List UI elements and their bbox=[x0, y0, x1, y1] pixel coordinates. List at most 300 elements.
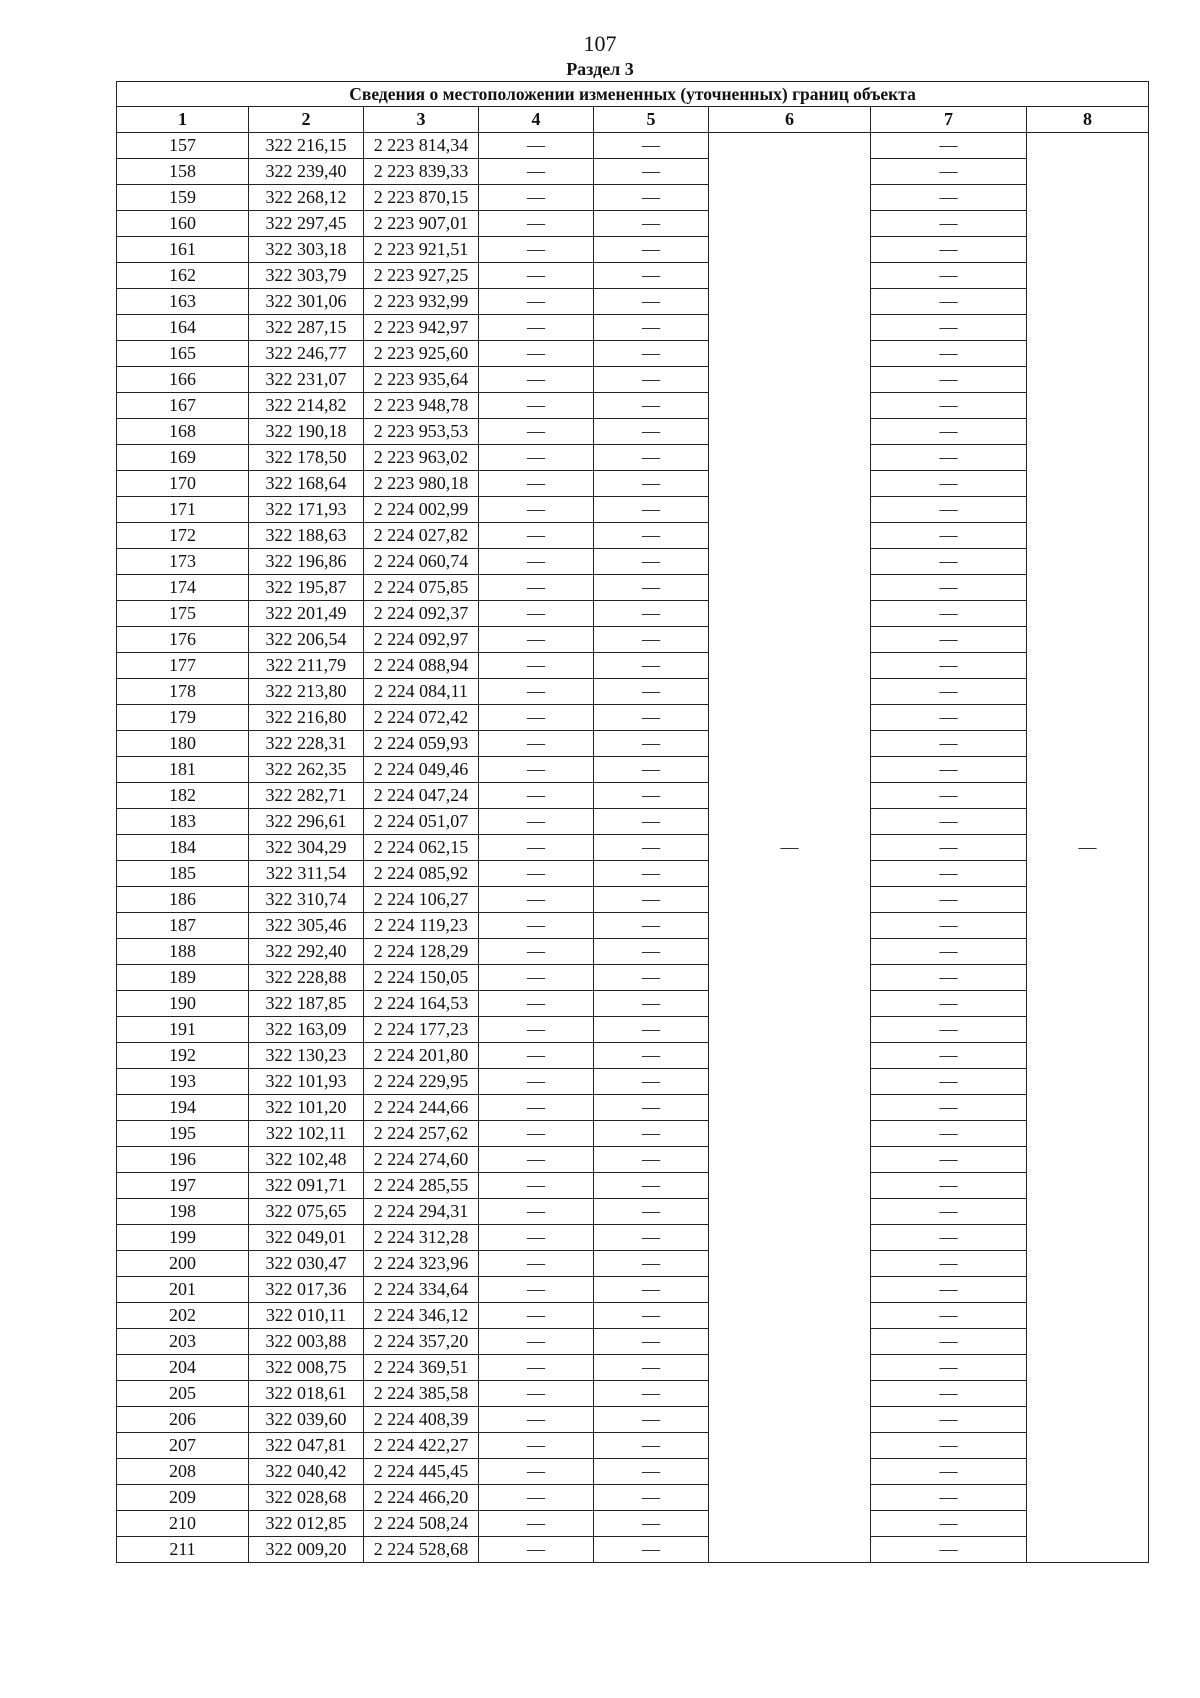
point-number: 173 bbox=[117, 549, 249, 575]
col5-dash: — bbox=[594, 419, 709, 445]
col7-dash: — bbox=[871, 445, 1027, 471]
table-row bbox=[117, 1121, 1149, 1147]
col4-dash: — bbox=[479, 1225, 594, 1251]
coordinate-x: 322 049,01 bbox=[249, 1225, 364, 1251]
col5-dash: — bbox=[594, 991, 709, 1017]
coordinate-y: 2 224 106,27 bbox=[364, 887, 479, 913]
coordinate-x: 322 009,20 bbox=[249, 1537, 364, 1563]
point-number: 209 bbox=[117, 1485, 249, 1511]
table-row bbox=[117, 1147, 1149, 1173]
table-row bbox=[117, 549, 1149, 575]
point-number: 159 bbox=[117, 185, 249, 211]
col7-dash: — bbox=[871, 1173, 1027, 1199]
point-number: 201 bbox=[117, 1277, 249, 1303]
point-number: 169 bbox=[117, 445, 249, 471]
coordinate-y: 2 223 932,99 bbox=[364, 289, 479, 315]
coordinate-x: 322 003,88 bbox=[249, 1329, 364, 1355]
point-number: 206 bbox=[117, 1407, 249, 1433]
col4-dash: — bbox=[479, 1381, 594, 1407]
coordinate-x: 322 262,35 bbox=[249, 757, 364, 783]
col7-dash: — bbox=[871, 1147, 1027, 1173]
col4-dash: — bbox=[479, 523, 594, 549]
coordinate-x: 322 102,48 bbox=[249, 1147, 364, 1173]
table-row bbox=[117, 1069, 1149, 1095]
col7-dash: — bbox=[871, 159, 1027, 185]
col7-dash: — bbox=[871, 1433, 1027, 1459]
col4-dash: — bbox=[479, 1069, 594, 1095]
coordinate-x: 322 178,50 bbox=[249, 445, 364, 471]
col4-dash: — bbox=[479, 1407, 594, 1433]
point-number: 183 bbox=[117, 809, 249, 835]
col4-dash: — bbox=[479, 1329, 594, 1355]
coordinate-x: 322 012,85 bbox=[249, 1511, 364, 1537]
coordinate-y: 2 224 049,46 bbox=[364, 757, 479, 783]
point-number: 186 bbox=[117, 887, 249, 913]
column-number: 4 bbox=[479, 107, 594, 133]
coordinate-x: 322 101,20 bbox=[249, 1095, 364, 1121]
point-number: 197 bbox=[117, 1173, 249, 1199]
col4-dash: — bbox=[479, 1537, 594, 1563]
col4-dash: — bbox=[479, 211, 594, 237]
col7-dash: — bbox=[871, 237, 1027, 263]
table-row bbox=[117, 1329, 1149, 1355]
table-row bbox=[117, 1433, 1149, 1459]
col4-dash: — bbox=[479, 185, 594, 211]
table-row bbox=[117, 289, 1149, 315]
coordinate-x: 322 047,81 bbox=[249, 1433, 364, 1459]
table-row bbox=[117, 1407, 1149, 1433]
col5-dash: — bbox=[594, 1511, 709, 1537]
col4-dash: — bbox=[479, 939, 594, 965]
coordinate-x: 322 305,46 bbox=[249, 913, 364, 939]
col5-dash: — bbox=[594, 913, 709, 939]
point-number: 176 bbox=[117, 627, 249, 653]
col4-dash: — bbox=[479, 1511, 594, 1537]
coordinate-y: 2 224 177,23 bbox=[364, 1017, 479, 1043]
col5-dash: — bbox=[594, 1485, 709, 1511]
coordinate-y: 2 224 047,24 bbox=[364, 783, 479, 809]
point-number: 182 bbox=[117, 783, 249, 809]
coordinate-y: 2 224 092,37 bbox=[364, 601, 479, 627]
col7-dash: — bbox=[871, 601, 1027, 627]
col4-dash: — bbox=[479, 1017, 594, 1043]
col4-dash: — bbox=[479, 1147, 594, 1173]
col7-dash: — bbox=[871, 549, 1027, 575]
col5-dash: — bbox=[594, 1251, 709, 1277]
coordinate-x: 322 040,42 bbox=[249, 1459, 364, 1485]
col7-dash: — bbox=[871, 1043, 1027, 1069]
col7-dash: — bbox=[871, 367, 1027, 393]
point-number: 184 bbox=[117, 835, 249, 861]
point-number: 174 bbox=[117, 575, 249, 601]
coordinate-x: 322 163,09 bbox=[249, 1017, 364, 1043]
point-number: 202 bbox=[117, 1303, 249, 1329]
coordinate-y: 2 223 953,53 bbox=[364, 419, 479, 445]
table-row bbox=[117, 367, 1149, 393]
coordinate-x: 322 228,88 bbox=[249, 965, 364, 991]
col7-dash: — bbox=[871, 1277, 1027, 1303]
col4-dash: — bbox=[479, 731, 594, 757]
table-row bbox=[117, 965, 1149, 991]
coordinate-y: 2 224 346,12 bbox=[364, 1303, 479, 1329]
col4-dash: — bbox=[479, 549, 594, 575]
coordinate-x: 322 239,40 bbox=[249, 159, 364, 185]
col7-dash: — bbox=[871, 1225, 1027, 1251]
coordinate-x: 322 091,71 bbox=[249, 1173, 364, 1199]
coordinate-x: 322 216,80 bbox=[249, 705, 364, 731]
point-number: 172 bbox=[117, 523, 249, 549]
table-row bbox=[117, 1225, 1149, 1251]
point-number: 165 bbox=[117, 341, 249, 367]
table-row bbox=[117, 991, 1149, 1017]
col5-dash: — bbox=[594, 315, 709, 341]
coordinate-y: 2 223 942,97 bbox=[364, 315, 479, 341]
col5-dash: — bbox=[594, 159, 709, 185]
coordinate-x: 322 228,31 bbox=[249, 731, 364, 757]
col4-dash: — bbox=[479, 783, 594, 809]
col4-dash: — bbox=[479, 133, 594, 159]
column-number: 1 bbox=[117, 107, 249, 133]
col7-dash: — bbox=[871, 497, 1027, 523]
col7-dash: — bbox=[871, 393, 1027, 419]
table-row bbox=[117, 159, 1149, 185]
col4-dash: — bbox=[479, 367, 594, 393]
coordinate-y: 2 224 357,20 bbox=[364, 1329, 479, 1355]
col4-dash: — bbox=[479, 679, 594, 705]
coordinate-y: 2 224 323,96 bbox=[364, 1251, 479, 1277]
table-row bbox=[117, 1043, 1149, 1069]
coordinate-x: 322 190,18 bbox=[249, 419, 364, 445]
table-row bbox=[117, 1381, 1149, 1407]
table-row bbox=[117, 1355, 1149, 1381]
col7-dash: — bbox=[871, 1095, 1027, 1121]
coordinate-x: 322 282,71 bbox=[249, 783, 364, 809]
col4-dash: — bbox=[479, 1355, 594, 1381]
point-number: 170 bbox=[117, 471, 249, 497]
col7-dash: — bbox=[871, 939, 1027, 965]
coordinate-y: 2 223 814,34 bbox=[364, 133, 479, 159]
column-number: 7 bbox=[871, 107, 1027, 133]
table-row bbox=[117, 705, 1149, 731]
table-row bbox=[117, 1459, 1149, 1485]
point-number: 162 bbox=[117, 263, 249, 289]
col4-dash: — bbox=[479, 419, 594, 445]
table-row bbox=[117, 913, 1149, 939]
column-number: 5 bbox=[594, 107, 709, 133]
point-number: 181 bbox=[117, 757, 249, 783]
col5-dash: — bbox=[594, 887, 709, 913]
coordinate-y: 2 224 285,55 bbox=[364, 1173, 479, 1199]
col5-dash: — bbox=[594, 939, 709, 965]
col7-dash: — bbox=[871, 1017, 1027, 1043]
coordinate-x: 322 102,11 bbox=[249, 1121, 364, 1147]
col4-dash: — bbox=[479, 237, 594, 263]
coordinate-x: 322 301,06 bbox=[249, 289, 364, 315]
col7-dash: — bbox=[871, 705, 1027, 731]
table-row bbox=[117, 861, 1149, 887]
col4-dash: — bbox=[479, 1173, 594, 1199]
coordinate-y: 2 224 508,24 bbox=[364, 1511, 479, 1537]
coordinate-y: 2 224 002,99 bbox=[364, 497, 479, 523]
col5-dash: — bbox=[594, 289, 709, 315]
col4-dash: — bbox=[479, 991, 594, 1017]
table-row bbox=[117, 133, 1149, 159]
point-number: 210 bbox=[117, 1511, 249, 1537]
coordinate-x: 322 030,47 bbox=[249, 1251, 364, 1277]
coordinate-x: 322 130,23 bbox=[249, 1043, 364, 1069]
point-number: 175 bbox=[117, 601, 249, 627]
coordinate-y: 2 223 925,60 bbox=[364, 341, 479, 367]
col7-dash: — bbox=[871, 419, 1027, 445]
table-row bbox=[117, 211, 1149, 237]
coordinate-y: 2 224 072,42 bbox=[364, 705, 479, 731]
coordinate-x: 322 018,61 bbox=[249, 1381, 364, 1407]
col5-dash: — bbox=[594, 1043, 709, 1069]
col7-dash: — bbox=[871, 1407, 1027, 1433]
col7-dash: — bbox=[871, 627, 1027, 653]
col4-dash: — bbox=[479, 757, 594, 783]
col4-dash: — bbox=[479, 1043, 594, 1069]
table-row bbox=[117, 1173, 1149, 1199]
coordinate-x: 322 304,29 bbox=[249, 835, 364, 861]
coordinate-y: 2 224 075,85 bbox=[364, 575, 479, 601]
point-number: 158 bbox=[117, 159, 249, 185]
point-number: 193 bbox=[117, 1069, 249, 1095]
table-body bbox=[117, 133, 1149, 1563]
coordinate-y: 2 224 092,97 bbox=[364, 627, 479, 653]
coordinate-x: 322 216,15 bbox=[249, 133, 364, 159]
col4-dash: — bbox=[479, 835, 594, 861]
point-number: 204 bbox=[117, 1355, 249, 1381]
point-number: 200 bbox=[117, 1251, 249, 1277]
col7-dash: — bbox=[871, 263, 1027, 289]
coordinate-y: 2 224 201,80 bbox=[364, 1043, 479, 1069]
col7-dash: — bbox=[871, 1459, 1027, 1485]
table-caption: Сведения о местоположении измененных (уточненных) границ объекта bbox=[117, 82, 1149, 107]
column-number: 6 bbox=[709, 107, 871, 133]
table-row bbox=[117, 1277, 1149, 1303]
table-row bbox=[117, 939, 1149, 965]
point-number: 187 bbox=[117, 913, 249, 939]
coordinate-y: 2 224 422,27 bbox=[364, 1433, 479, 1459]
col4-dash: — bbox=[479, 1277, 594, 1303]
col7-dash: — bbox=[871, 1355, 1027, 1381]
table-row bbox=[117, 237, 1149, 263]
col5-dash: — bbox=[594, 237, 709, 263]
col5-dash: — bbox=[594, 1017, 709, 1043]
col7-dash: — bbox=[871, 835, 1027, 861]
col5-dash: — bbox=[594, 367, 709, 393]
point-number: 192 bbox=[117, 1043, 249, 1069]
table-row bbox=[117, 185, 1149, 211]
col5-dash: — bbox=[594, 627, 709, 653]
table-row bbox=[117, 783, 1149, 809]
col7-dash: — bbox=[871, 783, 1027, 809]
col5-dash: — bbox=[594, 471, 709, 497]
coordinates-table bbox=[116, 81, 1149, 1563]
table-row bbox=[117, 1095, 1149, 1121]
col4-dash: — bbox=[479, 1485, 594, 1511]
col5-dash: — bbox=[594, 1095, 709, 1121]
point-number: 177 bbox=[117, 653, 249, 679]
col4-dash: — bbox=[479, 393, 594, 419]
col5-dash: — bbox=[594, 1199, 709, 1225]
table-row bbox=[117, 575, 1149, 601]
col5-dash: — bbox=[594, 861, 709, 887]
col5-dash: — bbox=[594, 497, 709, 523]
coordinate-y: 2 223 963,02 bbox=[364, 445, 479, 471]
col7-dash: — bbox=[871, 211, 1027, 237]
col5-dash: — bbox=[594, 549, 709, 575]
coordinate-x: 322 075,65 bbox=[249, 1199, 364, 1225]
col5-dash: — bbox=[594, 1069, 709, 1095]
table-row bbox=[117, 757, 1149, 783]
point-number: 179 bbox=[117, 705, 249, 731]
point-number: 168 bbox=[117, 419, 249, 445]
col5-dash: — bbox=[594, 575, 709, 601]
coordinate-x: 322 310,74 bbox=[249, 887, 364, 913]
col5-dash: — bbox=[594, 835, 709, 861]
col4-dash: — bbox=[479, 913, 594, 939]
col7-dash: — bbox=[871, 1537, 1027, 1563]
col5-dash: — bbox=[594, 1537, 709, 1563]
coordinate-y: 2 224 445,45 bbox=[364, 1459, 479, 1485]
point-number: 211 bbox=[117, 1537, 249, 1563]
coordinate-y: 2 224 294,31 bbox=[364, 1199, 479, 1225]
point-number: 205 bbox=[117, 1381, 249, 1407]
col7-dash: — bbox=[871, 1329, 1027, 1355]
coordinate-x: 322 017,36 bbox=[249, 1277, 364, 1303]
point-number: 178 bbox=[117, 679, 249, 705]
table-row bbox=[117, 1017, 1149, 1043]
coordinate-x: 322 292,40 bbox=[249, 939, 364, 965]
col7-dash: — bbox=[871, 523, 1027, 549]
coordinate-y: 2 224 119,23 bbox=[364, 913, 479, 939]
col4-dash: — bbox=[479, 965, 594, 991]
point-number: 163 bbox=[117, 289, 249, 315]
coordinate-y: 2 223 870,15 bbox=[364, 185, 479, 211]
table-row bbox=[117, 1511, 1149, 1537]
col5-dash: — bbox=[594, 1329, 709, 1355]
col7-dash: — bbox=[871, 1381, 1027, 1407]
col5-dash: — bbox=[594, 133, 709, 159]
coordinate-y: 2 223 980,18 bbox=[364, 471, 479, 497]
coordinate-y: 2 224 059,93 bbox=[364, 731, 479, 757]
coordinate-x: 322 287,15 bbox=[249, 315, 364, 341]
col5-dash: — bbox=[594, 1407, 709, 1433]
coordinate-y: 2 224 466,20 bbox=[364, 1485, 479, 1511]
col5-dash: — bbox=[594, 1173, 709, 1199]
point-number: 166 bbox=[117, 367, 249, 393]
col5-dash: — bbox=[594, 757, 709, 783]
table-row bbox=[117, 679, 1149, 705]
col4-dash: — bbox=[479, 1459, 594, 1485]
table-row bbox=[117, 263, 1149, 289]
coordinate-x: 322 206,54 bbox=[249, 627, 364, 653]
col7-dash: — bbox=[871, 991, 1027, 1017]
coordinate-x: 322 008,75 bbox=[249, 1355, 364, 1381]
table-row bbox=[117, 627, 1149, 653]
col5-dash: — bbox=[594, 1433, 709, 1459]
col4-dash: — bbox=[479, 497, 594, 523]
coordinate-x: 322 168,64 bbox=[249, 471, 364, 497]
col4-dash: — bbox=[479, 341, 594, 367]
col5-dash: — bbox=[594, 1121, 709, 1147]
table-row bbox=[117, 835, 1149, 861]
col7-dash: — bbox=[871, 1121, 1027, 1147]
table-row bbox=[117, 1303, 1149, 1329]
col7-dash: — bbox=[871, 1251, 1027, 1277]
point-number: 207 bbox=[117, 1433, 249, 1459]
col4-dash: — bbox=[479, 315, 594, 341]
table-row bbox=[117, 471, 1149, 497]
coordinate-x: 322 303,79 bbox=[249, 263, 364, 289]
coordinate-y: 2 224 274,60 bbox=[364, 1147, 479, 1173]
col5-dash: — bbox=[594, 1381, 709, 1407]
coordinate-y: 2 224 150,05 bbox=[364, 965, 479, 991]
coordinate-x: 322 246,77 bbox=[249, 341, 364, 367]
col7-dash: — bbox=[871, 341, 1027, 367]
col7-dash: — bbox=[871, 757, 1027, 783]
coordinate-x: 322 214,82 bbox=[249, 393, 364, 419]
coordinate-y: 2 224 062,15 bbox=[364, 835, 479, 861]
col7-dash: — bbox=[871, 133, 1027, 159]
coordinate-y: 2 224 051,07 bbox=[364, 809, 479, 835]
col4-dash: — bbox=[479, 861, 594, 887]
point-number: 157 bbox=[117, 133, 249, 159]
point-number: 190 bbox=[117, 991, 249, 1017]
col4-dash: — bbox=[479, 471, 594, 497]
coordinate-x: 322 213,80 bbox=[249, 679, 364, 705]
coordinate-x: 322 211,79 bbox=[249, 653, 364, 679]
point-number: 208 bbox=[117, 1459, 249, 1485]
col7-dash: — bbox=[871, 1303, 1027, 1329]
table-row bbox=[117, 341, 1149, 367]
col4-dash: — bbox=[479, 887, 594, 913]
point-number: 180 bbox=[117, 731, 249, 757]
col5-dash: — bbox=[594, 731, 709, 757]
coordinate-y: 2 224 060,74 bbox=[364, 549, 479, 575]
coordinate-x: 322 303,18 bbox=[249, 237, 364, 263]
table-row bbox=[117, 731, 1149, 757]
col4-dash: — bbox=[479, 445, 594, 471]
col5-dash: — bbox=[594, 1355, 709, 1381]
col7-dash: — bbox=[871, 965, 1027, 991]
coordinate-y: 2 224 257,62 bbox=[364, 1121, 479, 1147]
col4-dash: — bbox=[479, 263, 594, 289]
point-number: 203 bbox=[117, 1329, 249, 1355]
coordinate-x: 322 195,87 bbox=[249, 575, 364, 601]
col7-dash: — bbox=[871, 653, 1027, 679]
table-row bbox=[117, 315, 1149, 341]
coordinate-x: 322 231,07 bbox=[249, 367, 364, 393]
col4-dash: — bbox=[479, 809, 594, 835]
table-row bbox=[117, 1251, 1149, 1277]
point-number: 195 bbox=[117, 1121, 249, 1147]
coordinate-y: 2 223 948,78 bbox=[364, 393, 479, 419]
col5-dash: — bbox=[594, 679, 709, 705]
point-number: 196 bbox=[117, 1147, 249, 1173]
point-number: 191 bbox=[117, 1017, 249, 1043]
coordinate-y: 2 224 164,53 bbox=[364, 991, 479, 1017]
table-row bbox=[117, 419, 1149, 445]
point-number: 171 bbox=[117, 497, 249, 523]
col7-dash: — bbox=[871, 289, 1027, 315]
coordinate-y: 2 224 244,66 bbox=[364, 1095, 479, 1121]
col4-dash: — bbox=[479, 1121, 594, 1147]
col5-dash: — bbox=[594, 783, 709, 809]
col8-merged-dash: — bbox=[1027, 133, 1149, 1563]
